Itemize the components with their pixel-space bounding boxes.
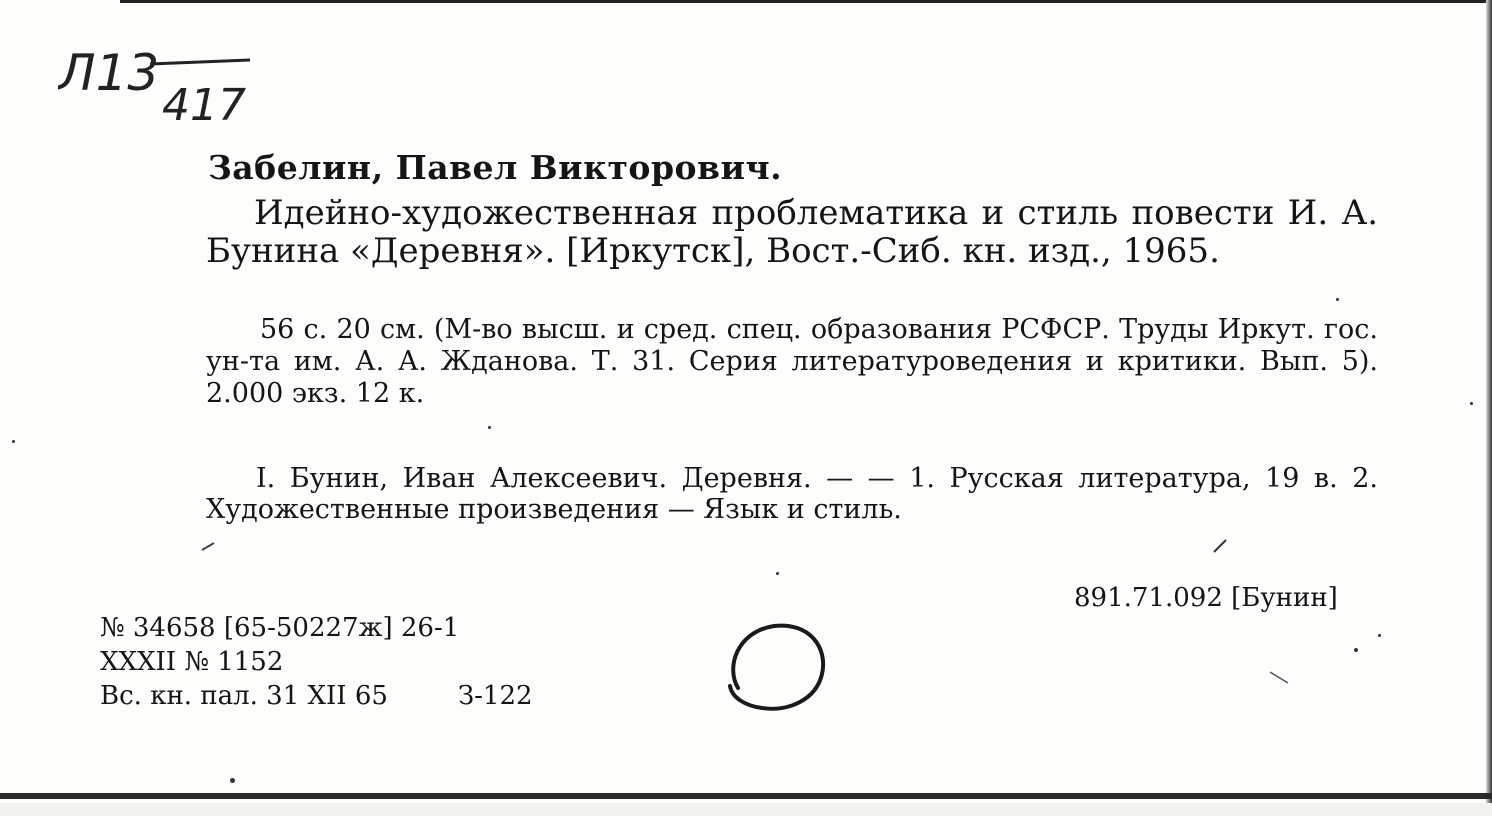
- card-bottom-edge: [0, 793, 1492, 799]
- card-bottom-margin: [0, 803, 1492, 816]
- hand-drawn-circle-icon: [718, 618, 830, 714]
- scan-speck: [1354, 648, 1358, 652]
- scan-speck: [12, 440, 15, 443]
- scan-speck: [1470, 402, 1473, 405]
- scan-speck: [1336, 298, 1339, 301]
- shelf-mark-top: Л13: [58, 44, 160, 102]
- registration-info: [100, 611, 533, 713]
- scan-mark: [1268, 670, 1290, 686]
- physical-description: 56 с. 20 см. (М-во высш. и сред. спец. образования РСФСР. Труды Иркут. гос. ун-та им. А. А. Жданова. Т. 31. Серия литературоведения и критики. Вып. 5). 2.000 экз. 12 к.: [206, 314, 1378, 409]
- handwritten-shelf-mark: [58, 30, 278, 140]
- classification-number: 891.71.092 [Бунин]: [1074, 583, 1338, 613]
- author-heading: Забелин, Павел Викторович.: [208, 148, 783, 187]
- card-top-edge: [120, 0, 1492, 3]
- scan-mark: [200, 540, 218, 552]
- volume-number: XXXII № 1152: [100, 647, 284, 677]
- title-statement: Идейно-художественная проблематика и стиль повести И. А. Бунина «Деревня». [Иркутск], Вост.-Сиб. кн. изд., 1965.: [206, 193, 1378, 271]
- chamber-line: [100, 679, 533, 713]
- scan-mark: [1210, 536, 1230, 556]
- scan-speck: [488, 426, 491, 429]
- card-code: З-122: [457, 681, 533, 711]
- subject-tracings: I. Бунин, Иван Алексеевич. Деревня. — — 1. Русская литература, 19 в. 2. Художественные произведения — Язык и стиль.: [206, 463, 1378, 525]
- record-number: № 34658 [65-50227ж] 26-1: [100, 613, 460, 643]
- card-right-edge: [1486, 0, 1492, 816]
- scan-speck: [230, 778, 235, 783]
- shelf-mark-bottom: 417: [162, 80, 246, 131]
- scan-speck: [776, 572, 779, 575]
- scan-speck: [1378, 634, 1381, 637]
- chamber-date: Вс. кн. пал. 31 XII 65: [100, 681, 388, 711]
- shelf-mark-fraction-bar: [150, 60, 250, 64]
